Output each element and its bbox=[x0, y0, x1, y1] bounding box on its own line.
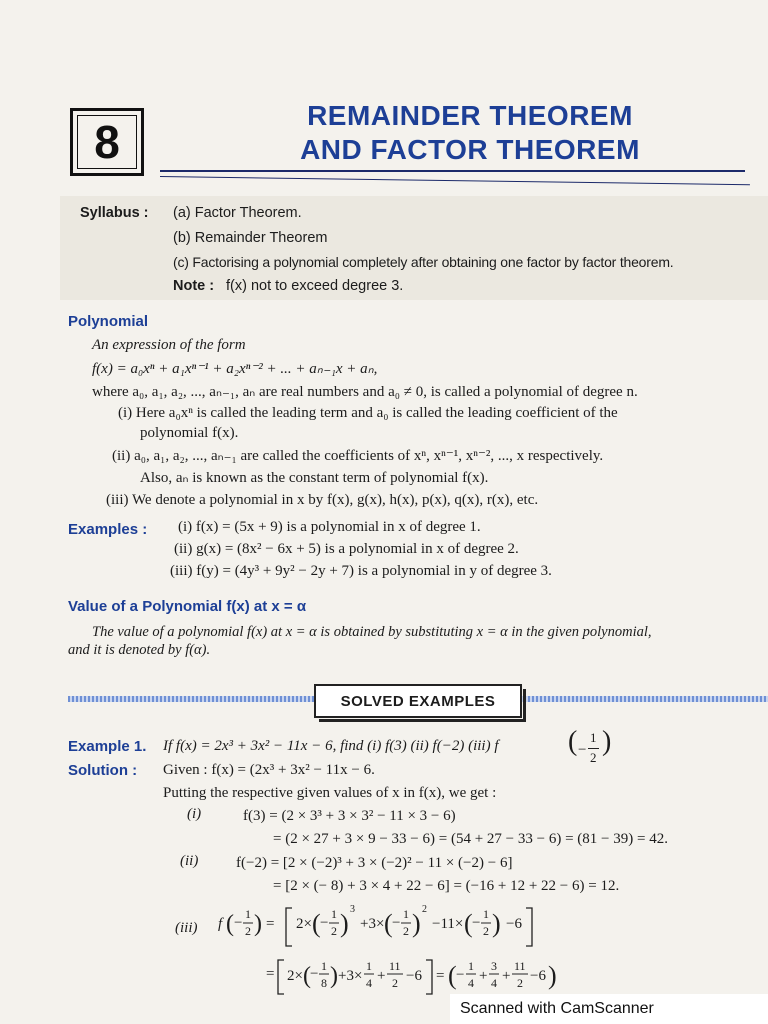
example1-label: Example 1. bbox=[68, 738, 147, 755]
svg-text:(: ( bbox=[312, 909, 321, 938]
svg-text:(: ( bbox=[303, 963, 311, 989]
question-paren-close: ) bbox=[602, 726, 612, 757]
chapter-number-box bbox=[70, 108, 144, 176]
svg-text:1: 1 bbox=[245, 907, 251, 921]
svg-text:−: − bbox=[456, 967, 465, 983]
svg-text:8: 8 bbox=[321, 976, 327, 990]
svg-text:): ) bbox=[548, 961, 557, 990]
svg-text:4: 4 bbox=[366, 976, 372, 990]
svg-text:=: = bbox=[266, 916, 275, 932]
svg-text:−: − bbox=[234, 915, 243, 931]
svg-text:+3×: +3× bbox=[360, 916, 385, 932]
svg-text:): ) bbox=[340, 909, 349, 938]
example-item: (ii) g(x) = (8x² − 6x + 5) is a polynomial in x of degree 2. bbox=[174, 541, 519, 557]
solution-given: Given : f(x) = (2x³ + 3x² − 11x − 6. bbox=[163, 762, 375, 778]
svg-text:2×: 2× bbox=[296, 916, 312, 932]
part-iii-label: (iii) bbox=[175, 920, 198, 936]
question-frac-den: 2 bbox=[590, 750, 597, 765]
svg-text:+: + bbox=[377, 968, 386, 984]
example-item: (i) f(x) = (5x + 9) is a polynomial in x of degree 1. bbox=[178, 519, 481, 535]
syllabus-item: (b) Remainder Theorem bbox=[173, 230, 328, 246]
svg-text:1: 1 bbox=[483, 907, 489, 921]
part-i-line2: = (2 × 27 + 3 × 9 − 33 − 6) = (54 + 27 − 33 − 6) = (81 − 39) = 42. bbox=[273, 831, 668, 847]
polynomial-point-iii: (iii) We denote a polynomial in x by f(x), g(x), h(x), p(x), q(x), r(x), etc. bbox=[106, 492, 539, 508]
polynomial-intro: An expression of the form bbox=[92, 337, 246, 353]
note-label: Note : bbox=[173, 278, 215, 294]
svg-text:−: − bbox=[392, 915, 401, 931]
polynomial-heading: Polynomial bbox=[68, 313, 149, 330]
svg-text:2: 2 bbox=[245, 924, 251, 938]
question-frac-num: 1 bbox=[590, 730, 597, 745]
svg-text:=: = bbox=[436, 968, 445, 984]
svg-text:): ) bbox=[330, 963, 338, 989]
part-ii-line2: = [2 × (− 8) + 3 × 4 + 22 − 6] = (−16 + 12 + 22 − 6) = 12. bbox=[273, 878, 620, 894]
svg-text:1: 1 bbox=[331, 907, 337, 921]
svg-text:+: + bbox=[502, 968, 511, 984]
svg-text:(: ( bbox=[384, 909, 393, 938]
svg-text:): ) bbox=[254, 911, 262, 937]
svg-text:=: = bbox=[266, 966, 275, 982]
syllabus-panel bbox=[60, 196, 768, 300]
scanner-watermark: Scanned with CamScanner bbox=[460, 1000, 654, 1017]
svg-text:(: ( bbox=[226, 911, 234, 937]
chapter-title-line1: REMAINDER THEOREM bbox=[307, 100, 633, 131]
svg-text:1: 1 bbox=[366, 959, 372, 973]
title-rule-lower bbox=[160, 176, 750, 185]
svg-text:2: 2 bbox=[483, 924, 489, 938]
polynomial-point-ii: (ii) a₀, a₁, a₂, ..., aₙ₋₁ are called the coefficients of xⁿ, xⁿ⁻¹, xⁿ⁻², ..., x respectively. bbox=[112, 448, 604, 464]
svg-text:1: 1 bbox=[321, 959, 327, 973]
svg-text:(: ( bbox=[448, 961, 457, 990]
question-paren-open: ( bbox=[568, 726, 578, 757]
solution-putting: Putting the respective given values of x in f(x), we get : bbox=[163, 785, 497, 801]
svg-text:−6: −6 bbox=[506, 916, 522, 932]
question-frac-bar bbox=[588, 748, 599, 749]
value-heading: Value of a Polynomial f(x) at x = α bbox=[68, 598, 307, 615]
svg-text:11: 11 bbox=[514, 959, 526, 973]
polynomial-point-i-cont: polynomial f(x). bbox=[140, 425, 239, 441]
value-line1: The value of a polynomial f(x) at x = α is obtained by substituting x = α in the given polynomial, bbox=[92, 624, 652, 640]
svg-text:(: ( bbox=[464, 909, 473, 938]
title-rule bbox=[160, 170, 745, 172]
svg-text:2: 2 bbox=[392, 976, 398, 990]
svg-text:2: 2 bbox=[403, 924, 409, 938]
svg-text:1: 1 bbox=[468, 959, 474, 973]
examples-label: Examples : bbox=[68, 521, 148, 538]
syllabus-item: (a) Factor Theorem. bbox=[173, 205, 302, 221]
question-minus: − bbox=[578, 742, 587, 758]
solution-label: Solution : bbox=[68, 762, 138, 779]
svg-text:+: + bbox=[479, 968, 488, 984]
svg-text:−6: −6 bbox=[406, 968, 422, 984]
syllabus-label: Syllabus : bbox=[80, 205, 149, 221]
svg-text:1: 1 bbox=[403, 907, 409, 921]
chapter-number: 8 bbox=[77, 115, 137, 169]
svg-text:11: 11 bbox=[389, 959, 401, 973]
svg-text:−11×: −11× bbox=[432, 916, 464, 932]
note-text: f(x) not to exceed degree 3. bbox=[226, 278, 404, 294]
syllabus-item: (c) Factorising a polynomial completely after obtaining one factor by factor theorem. bbox=[173, 254, 674, 270]
svg-text:3: 3 bbox=[491, 959, 497, 973]
svg-text:2: 2 bbox=[517, 976, 523, 990]
svg-text:−: − bbox=[310, 966, 319, 982]
svg-text:−: − bbox=[472, 915, 481, 931]
chapter-title-line2: AND FACTOR THEOREM bbox=[300, 134, 640, 165]
example-item: (iii) f(y) = (4y³ + 9y² − 2y + 7) is a polynomial in y of degree 3. bbox=[170, 563, 552, 579]
svg-text:): ) bbox=[492, 909, 501, 938]
solved-examples-banner bbox=[314, 684, 522, 718]
part-iii-expression bbox=[214, 898, 594, 998]
polynomial-point-ii-cont: Also, aₙ is known as the constant term of polynomial f(x). bbox=[140, 470, 489, 486]
svg-text:2: 2 bbox=[331, 924, 337, 938]
svg-text:−6: −6 bbox=[530, 968, 546, 984]
part-i-label: (i) bbox=[187, 806, 202, 822]
polynomial-formula: f(x) = a₀xⁿ + a₁xⁿ⁻¹ + a₂xⁿ⁻² + ... + aₙ₋₁x + aₙ, bbox=[92, 361, 378, 377]
svg-text:4: 4 bbox=[468, 976, 474, 990]
part-ii-line1: f(−2) = [2 × (−2)³ + 3 × (−2)² − 11 × (−2) − 6] bbox=[236, 855, 513, 871]
value-line2: and it is denoted by f(α). bbox=[68, 642, 211, 658]
polynomial-where: where a₀, a₁, a₂, ..., aₙ₋₁, aₙ are real numbers and a₀ ≠ 0, is called a polynomial of degree n. bbox=[92, 384, 638, 400]
svg-text:2×: 2× bbox=[287, 968, 303, 984]
svg-text:4: 4 bbox=[491, 976, 497, 990]
svg-text:f: f bbox=[218, 916, 223, 932]
svg-text:): ) bbox=[412, 909, 421, 938]
solved-examples-label: SOLVED EXAMPLES bbox=[340, 692, 496, 710]
part-ii-label: (ii) bbox=[180, 853, 199, 869]
polynomial-point-i: (i) Here a₀xⁿ is called the leading term and a₀ is called the leading coefficient of the bbox=[118, 405, 618, 421]
part-i-line1: f(3) = (2 × 3³ + 3 × 3² − 11 × 3 − 6) bbox=[243, 808, 456, 824]
svg-text:−: − bbox=[320, 915, 329, 931]
svg-text:+3×: +3× bbox=[338, 968, 363, 984]
example1-question: If f(x) = 2x³ + 3x² − 11x − 6, find (i) f(3) (ii) f(−2) (iii) f bbox=[163, 738, 499, 754]
svg-text:2: 2 bbox=[422, 904, 427, 915]
svg-text:3: 3 bbox=[350, 904, 355, 915]
